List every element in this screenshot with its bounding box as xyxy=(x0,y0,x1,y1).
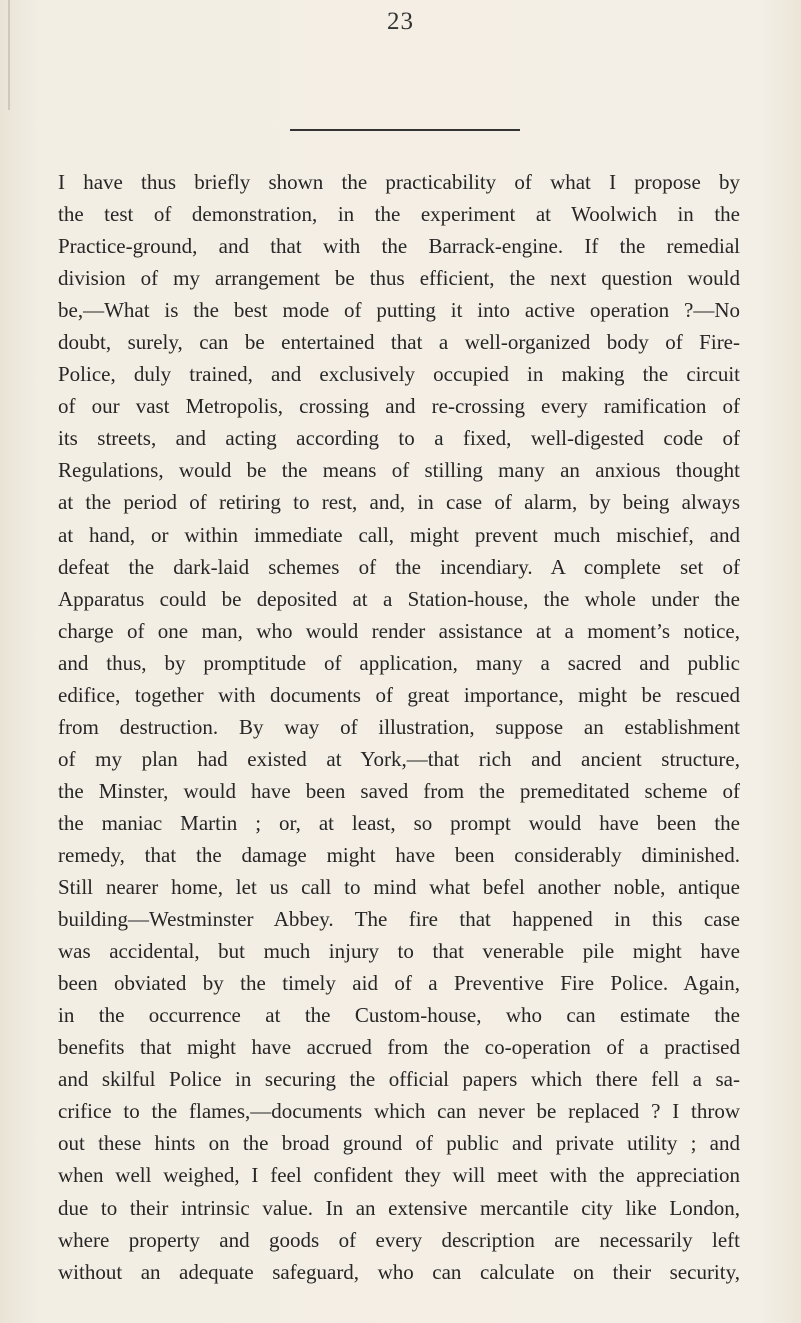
text-line: charge of one man, who would render assistance at a moment’s notice, xyxy=(58,618,740,643)
text-line: where property and goods of every description are necessarily left xyxy=(58,1227,740,1252)
text-line: the Minster, would have been saved from the premeditated scheme of xyxy=(58,778,740,803)
text-line: Apparatus could be deposited at a Station-house, the whole under the xyxy=(58,586,740,611)
text-line: and skilful Police in securing the official papers which there fell a sa- xyxy=(58,1067,740,1092)
text-line: Police, duly trained, and exclusively occupied in making the circuit xyxy=(58,362,740,387)
text-line: been obviated by the timely aid of a Preventive Fire Police. Again, xyxy=(58,971,740,996)
text-line: division of my arrangement be thus efficient, the next question would xyxy=(58,266,740,291)
text-line: without an adequate safeguard, who can calculate on their security, xyxy=(58,1259,740,1284)
text-line: Practice-ground, and that with the Barrack-engine. If the remedial xyxy=(58,234,740,259)
text-line: I have thus briefly shown the practicability of what I propose by xyxy=(58,170,740,194)
text-line: from destruction. By way of illustration, suppose an establishment xyxy=(58,714,740,739)
text-line: be,—What is the best mode of putting it into active operation ?—No xyxy=(58,298,740,323)
text-line: was accidental, but much injury to that venerable pile might have xyxy=(58,939,740,964)
text-line: when well weighed, I feel confident they will meet with the appreciation xyxy=(58,1163,740,1188)
text-line: defeat the dark-laid schemes of the incendiary. A complete set of xyxy=(58,554,740,579)
text-line: crifice to the flames,—documents which can never be replaced ? I throw xyxy=(58,1099,740,1124)
body-paragraph xyxy=(58,166,740,1288)
text-line: and thus, by promptitude of application, many a sacred and public xyxy=(58,650,740,675)
text-line: due to their intrinsic value. In an extensive mercantile city like London, xyxy=(58,1195,740,1220)
text-line: at hand, or within immediate call, might prevent much mischief, and xyxy=(58,522,740,547)
text-line: Regulations, would be the means of stilling many an anxious thought xyxy=(58,458,740,483)
text-line: building—Westminster Abbey. The fire that happened in this case xyxy=(58,907,740,932)
text-line: benefits that might have accrued from the co-operation of a practised xyxy=(58,1035,740,1060)
text-line: its streets, and acting according to a fixed, well-digested code of xyxy=(58,426,740,451)
page-number: 23 xyxy=(387,8,414,35)
text-line: at the period of retiring to rest, and, in case of alarm, by being always xyxy=(58,490,740,515)
section-rule xyxy=(290,129,520,131)
text-line: of our vast Metropolis, crossing and re-crossing every ramification of xyxy=(58,394,740,419)
text-line: in the occurrence at the Custom-house, who can estimate the xyxy=(58,1003,740,1028)
text-line: out these hints on the broad ground of public and private utility ; and xyxy=(58,1131,740,1156)
text-line: edifice, together with documents of great importance, might be rescued xyxy=(58,682,740,707)
text-line: the maniac Martin ; or, at least, so prompt would have been the xyxy=(58,810,740,835)
text-line: of my plan had existed at York,—that rich and ancient structure, xyxy=(58,746,740,771)
text-line: the test of demonstration, in the experiment at Woolwich in the xyxy=(58,202,740,227)
text-line: Still nearer home, let us call to mind what befel another noble, antique xyxy=(58,875,740,900)
text-line: remedy, that the damage might have been considerably diminished. xyxy=(58,842,740,867)
text-line: doubt, surely, can be entertained that a well-organized body of Fire- xyxy=(58,330,740,355)
